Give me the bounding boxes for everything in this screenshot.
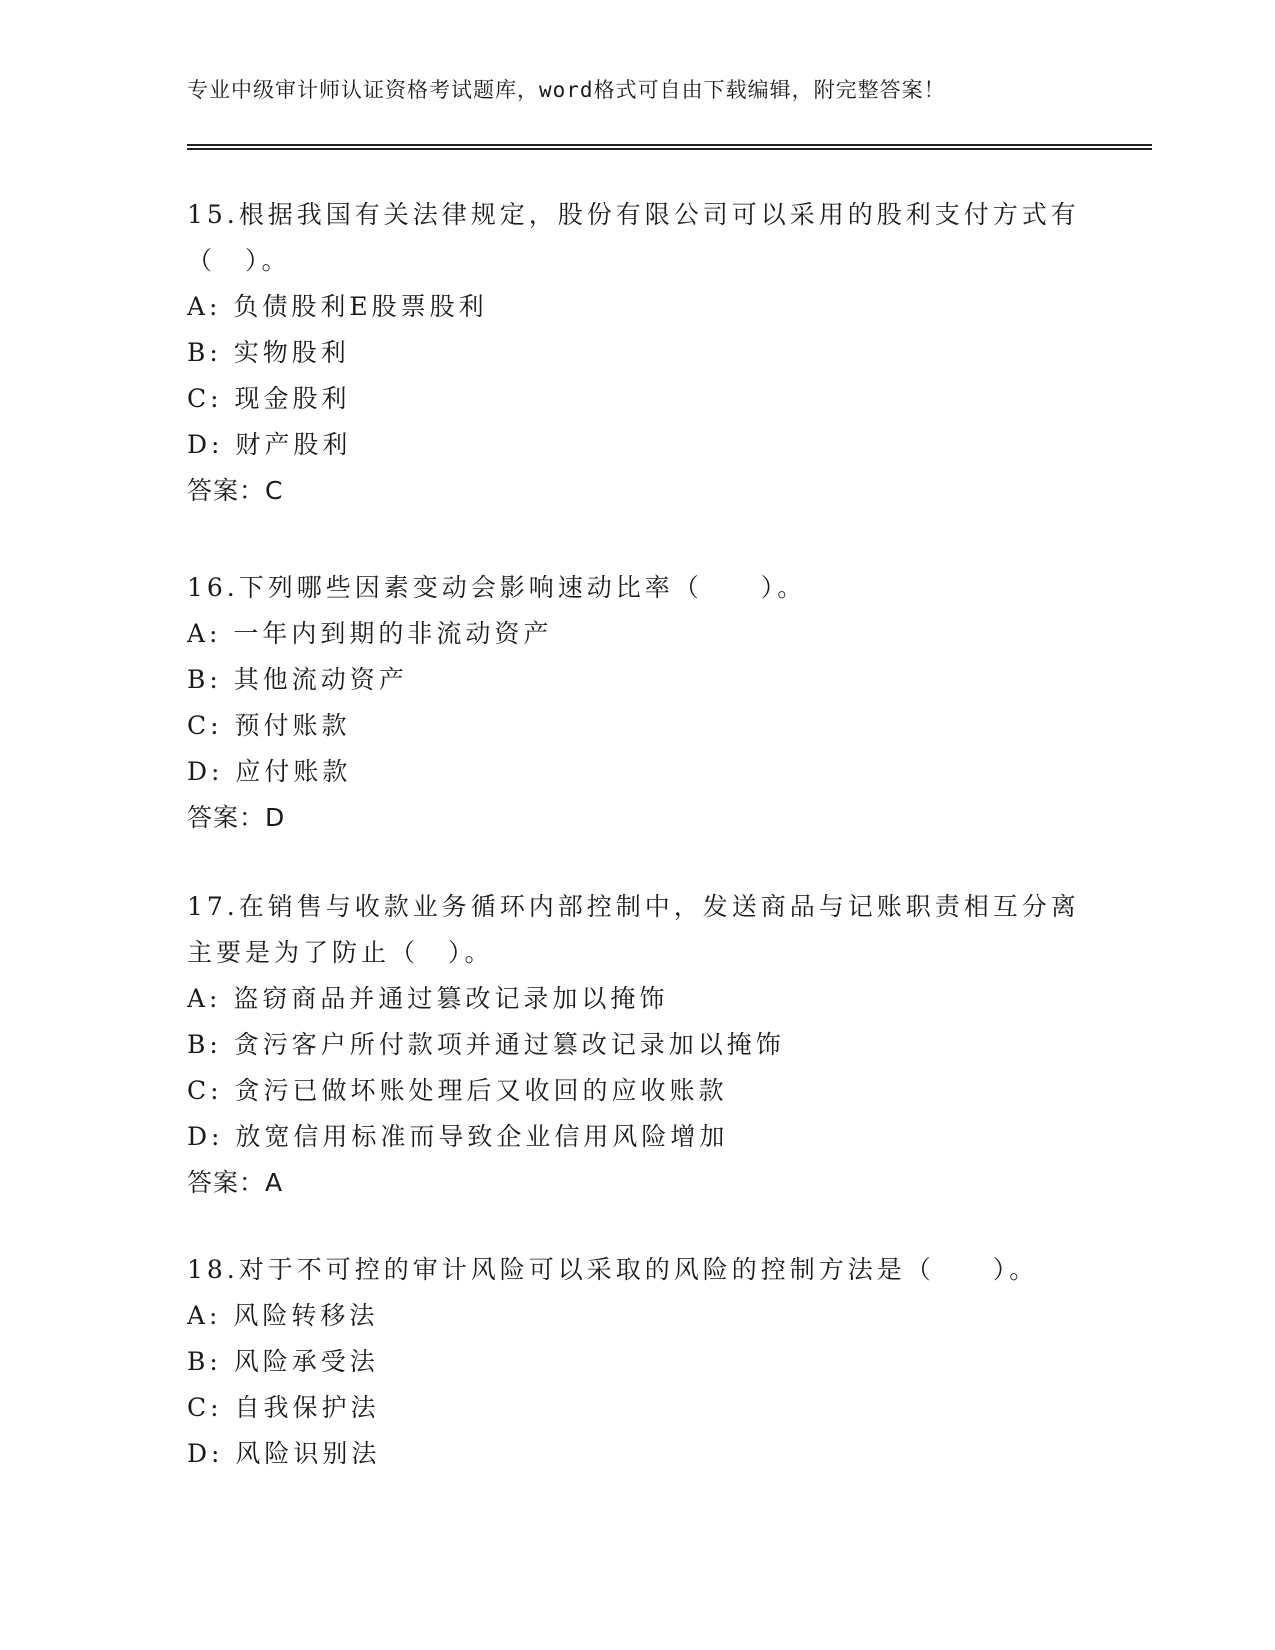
option-c: C: 预付账款 xyxy=(187,711,351,740)
option-c: C: 自我保护法 xyxy=(187,1393,380,1422)
option-b: B: 实物股利 xyxy=(187,338,350,367)
question-15 xyxy=(187,192,1087,514)
header-divider xyxy=(187,144,1152,150)
option-d: D: 财产股利 xyxy=(187,430,352,459)
option-c: C: 贪污已做坏账处理后又收回的应收账款 xyxy=(187,1076,728,1105)
answer: 答案：C xyxy=(187,476,284,505)
option-a: A: 盗窃商品并通过篡改记录加以掩饰 xyxy=(187,984,669,1013)
question-17 xyxy=(187,884,1087,1206)
option-a: A: 风险转移法 xyxy=(187,1301,379,1330)
answer: 答案：D xyxy=(187,803,286,832)
option-b: B: 其他流动资产 xyxy=(187,665,408,694)
question-18 xyxy=(187,1247,1087,1477)
option-d: D: 风险识别法 xyxy=(187,1439,381,1468)
question-stem: 16.下列哪些因素变动会影响速动比率（ ）。 xyxy=(187,573,807,602)
option-b: B: 贪污客户所付款项并通过篡改记录加以掩饰 xyxy=(187,1030,785,1059)
option-c: C: 现金股利 xyxy=(187,384,351,413)
option-d: D: 放宽信用标准而导致企业信用风险增加 xyxy=(187,1122,729,1151)
option-d: D: 应付账款 xyxy=(187,757,352,786)
question-16 xyxy=(187,565,1087,841)
question-stem: 18.对于不可控的审计风险可以采取的风险的控制方法是（ ）。 xyxy=(187,1255,1039,1284)
option-a: A: 负债股利E股票股利 xyxy=(187,292,488,321)
option-a: A: 一年内到期的非流动资产 xyxy=(187,619,553,648)
question-stem: 17.在销售与收款业务循环内部控制中，发送商品与记账职责相互分离主要是为了防止（ ）。 xyxy=(187,892,1080,967)
answer: 答案：A xyxy=(187,1168,284,1197)
page-header: 专业中级审计师认证资格考试题库，word格式可自由下载编辑，附完整答案！ xyxy=(187,78,946,102)
question-stem: 15.根据我国有关法律规定，股份有限公司可以采用的股利支付方式有（ ）。 xyxy=(187,200,1080,275)
option-b: B: 风险承受法 xyxy=(187,1347,379,1376)
